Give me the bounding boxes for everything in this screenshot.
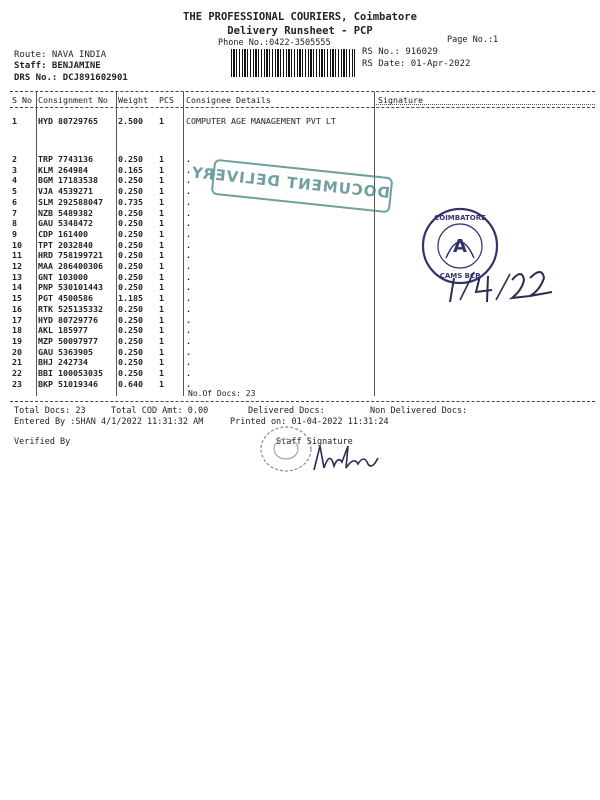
- row-consignment: PGT 4500586: [38, 293, 93, 304]
- col-weight: Weight: [118, 95, 148, 105]
- col-sno: S No: [12, 95, 32, 105]
- row-weight: 0.250: [118, 325, 143, 336]
- drs-number: DRS No.: DCJ891602901: [14, 73, 128, 83]
- row-sno: 7: [12, 207, 17, 218]
- staff: Staff: BENJAMINE: [14, 61, 101, 71]
- row-sno: 1: [12, 116, 17, 126]
- row-pcs: 1: [159, 218, 164, 229]
- row-consignee: .: [186, 154, 191, 164]
- row-weight: 1.185: [118, 293, 143, 304]
- row-weight: 0.250: [118, 357, 143, 368]
- staff-signature: Staff Signature: [276, 437, 353, 447]
- row-consignee: .: [186, 207, 191, 218]
- row-consignee: .: [186, 378, 191, 389]
- rs-number: RS No.: 916029: [362, 47, 438, 57]
- table-header-rule: [10, 107, 595, 108]
- table-row: [0, 336, 600, 346]
- row-consignee: .: [186, 261, 191, 271]
- row-weight: 0.250: [118, 175, 143, 186]
- row-consignment: GNT 103000: [38, 271, 88, 282]
- rs-date: RS Date: 01-Apr-2022: [362, 59, 471, 69]
- printed-on: Printed on: 01-04-2022 11:31:24: [230, 417, 389, 427]
- row-sno: 9: [12, 228, 17, 239]
- route: Route: NAVA INDIA: [14, 50, 107, 60]
- table-top-rule: [10, 91, 595, 92]
- table-row: [0, 379, 600, 389]
- no-of-docs: No.Of Docs: 23: [188, 389, 256, 398]
- row-weight: 0.250: [118, 303, 143, 314]
- row-consignment: MZP 50097977: [38, 335, 98, 346]
- row-sno: 11: [12, 250, 22, 261]
- table-row: [0, 325, 600, 335]
- row-weight: 0.165: [118, 164, 143, 175]
- row-sno: 14: [12, 282, 22, 293]
- row-pcs: 1: [159, 186, 164, 197]
- row-consignment: TPT 2032840: [38, 239, 93, 250]
- delivered-docs: Delivered Docs:: [248, 406, 325, 416]
- table-row: [0, 116, 600, 126]
- row-consignment: BKP 51019346: [38, 378, 98, 389]
- row-consignee: .: [186, 175, 191, 186]
- signature-scribble-icon: [308, 440, 388, 474]
- barcode: [231, 49, 355, 77]
- row-pcs: 1: [159, 271, 164, 282]
- row-consignment: RTK 525135332: [38, 303, 103, 314]
- table-row: [0, 240, 600, 250]
- col-pcs: PCS: [159, 95, 174, 105]
- row-consignment: GAU 5348472: [38, 218, 93, 229]
- row-consignment: TRP 7743136: [38, 154, 93, 164]
- svg-text:A: A: [453, 236, 467, 257]
- row-consignment: VJA 4539271: [38, 186, 93, 197]
- row-consignment: NZB 5489382: [38, 207, 93, 218]
- row-pcs: 1: [159, 116, 164, 126]
- row-weight: 0.250: [118, 314, 143, 325]
- verified-by: Verified By: [14, 437, 71, 447]
- table-row: [0, 208, 600, 218]
- row-pcs: 1: [159, 314, 164, 325]
- row-pcs: 1: [159, 325, 164, 336]
- table-header: [0, 95, 600, 105]
- row-sno: 17: [12, 314, 22, 325]
- row-pcs: 1: [159, 261, 164, 271]
- col-signature: Signature: [378, 95, 423, 105]
- table-row: [0, 229, 600, 239]
- company-title: THE PROFESSIONAL COURIERS, Coimbatore: [183, 11, 417, 23]
- row-pcs: 1: [159, 346, 164, 357]
- table-row: [0, 368, 600, 378]
- row-consignee: .: [186, 250, 191, 261]
- runsheet-title: Delivery Runsheet - PCP: [227, 25, 373, 37]
- document-delivery-stamp: DOCUMENT DELIVERY: [211, 159, 394, 214]
- row-weight: 0.250: [118, 228, 143, 239]
- row-pcs: 1: [159, 250, 164, 261]
- row-consignee: .: [186, 346, 191, 357]
- row-sno: 4: [12, 175, 17, 186]
- row-sno: 10: [12, 239, 22, 250]
- row-consignee: .: [186, 325, 191, 336]
- row-weight: 0.640: [118, 378, 143, 389]
- row-pcs: 1: [159, 293, 164, 304]
- row-consignee: .: [186, 282, 191, 293]
- svg-text:CAMS BCP: CAMS BCP: [439, 272, 481, 280]
- row-pcs: 1: [159, 368, 164, 378]
- row-consignee: .: [186, 228, 191, 239]
- row-consignee: .: [186, 271, 191, 282]
- table-bottom-rule: [10, 401, 595, 402]
- phone-number: Phone No.:0422-3505555: [218, 38, 331, 48]
- row-pcs: 1: [159, 207, 164, 218]
- row-sno: 22: [12, 368, 22, 378]
- table-row: [0, 154, 600, 164]
- row-weight: 0.250: [118, 207, 143, 218]
- row-consignee: .: [186, 196, 191, 207]
- row-pcs: 1: [159, 164, 164, 175]
- row-sno: 15: [12, 293, 22, 304]
- table-row: [0, 218, 600, 228]
- row-consignment: BGM 17183538: [38, 175, 98, 186]
- row-consignment: HYD 80729776: [38, 314, 98, 325]
- row-consignee: .: [186, 314, 191, 325]
- row-pcs: 1: [159, 378, 164, 389]
- row-sno: 5: [12, 186, 17, 197]
- total-cod: Total COD Amt: 0.00: [111, 406, 209, 416]
- row-weight: 0.250: [118, 335, 143, 346]
- svg-text:COIMBATORE: COIMBATORE: [434, 214, 486, 222]
- row-consignee: .: [186, 335, 191, 346]
- row-consignee: .: [186, 239, 191, 250]
- table-row: [0, 357, 600, 367]
- row-pcs: 1: [159, 335, 164, 346]
- row-sno: 6: [12, 196, 17, 207]
- row-weight: 0.250: [118, 261, 143, 271]
- page-number: Page No.:1: [447, 35, 499, 45]
- non-delivered-docs: Non Delivered Docs:: [370, 406, 468, 416]
- row-consignee: .: [186, 368, 191, 378]
- row-weight: 0.735: [118, 196, 143, 207]
- row-consignment: CDP 161400: [38, 228, 88, 239]
- row-sno: 8: [12, 218, 17, 229]
- entered-by: Entered By :SHAN 4/1/2022 11:31:32 AM: [14, 417, 204, 427]
- row-weight: 0.250: [118, 368, 143, 378]
- row-consignment: KLM 264984: [38, 164, 88, 175]
- row-consignee: .: [186, 164, 191, 175]
- row-consignment: BBI 100053035: [38, 368, 103, 378]
- row-sno: 20: [12, 346, 22, 357]
- table-row: [0, 315, 600, 325]
- row-consignee: .: [186, 186, 191, 197]
- row-sno: 18: [12, 325, 22, 336]
- row-consignee: .: [186, 303, 191, 314]
- row-consignee: COMPUTER AGE MANAGEMENT PVT LT: [186, 116, 336, 126]
- row-weight: 0.250: [118, 186, 143, 197]
- row-consignee: .: [186, 357, 191, 368]
- row-sno: 19: [12, 335, 22, 346]
- col-consignee: Consignee Details: [186, 95, 271, 105]
- row-pcs: 1: [159, 228, 164, 239]
- row-sno: 23: [12, 378, 22, 389]
- row-weight: 0.250: [118, 218, 143, 229]
- table-row: [0, 347, 600, 357]
- row-sno: 21: [12, 357, 22, 368]
- faint-stamp-icon: [258, 424, 314, 474]
- row-consignment: BHJ 242734: [38, 357, 88, 368]
- row-consignment: HYD 80729765: [38, 116, 98, 126]
- row-weight: 0.250: [118, 282, 143, 293]
- row-sno: 3: [12, 164, 17, 175]
- row-pcs: 1: [159, 357, 164, 368]
- row-pcs: 1: [159, 154, 164, 164]
- row-consignee: .: [186, 218, 191, 229]
- row-pcs: 1: [159, 175, 164, 186]
- row-weight: 0.250: [118, 346, 143, 357]
- row-consignment: GAU 5363905: [38, 346, 93, 357]
- row-consignment: AKL 185977: [38, 325, 88, 336]
- handwritten-date-icon: [440, 262, 555, 310]
- row-weight: 2.500: [118, 116, 143, 126]
- row-pcs: 1: [159, 239, 164, 250]
- row-weight: 0.250: [118, 239, 143, 250]
- row-sno: 12: [12, 261, 22, 271]
- row-pcs: 1: [159, 303, 164, 314]
- row-sno: 13: [12, 271, 22, 282]
- row-pcs: 1: [159, 196, 164, 207]
- col-consignment: Consignment No: [38, 95, 108, 105]
- row-sno: 16: [12, 303, 22, 314]
- row-pcs: 1: [159, 282, 164, 293]
- table-row: [0, 250, 600, 260]
- row-consignment: HRD 758199721: [38, 250, 103, 261]
- total-docs: Total Docs: 23: [14, 406, 86, 416]
- row-weight: 0.250: [118, 154, 143, 164]
- row-weight: 0.250: [118, 271, 143, 282]
- row-consignment: MAA 286400306: [38, 261, 103, 271]
- row-consignment: SLM 292588047: [38, 196, 103, 207]
- row-weight: 0.250: [118, 250, 143, 261]
- row-consignee: .: [186, 293, 191, 304]
- row-consignment: PNP 530101443: [38, 282, 103, 293]
- row-sno: 2: [12, 154, 17, 164]
